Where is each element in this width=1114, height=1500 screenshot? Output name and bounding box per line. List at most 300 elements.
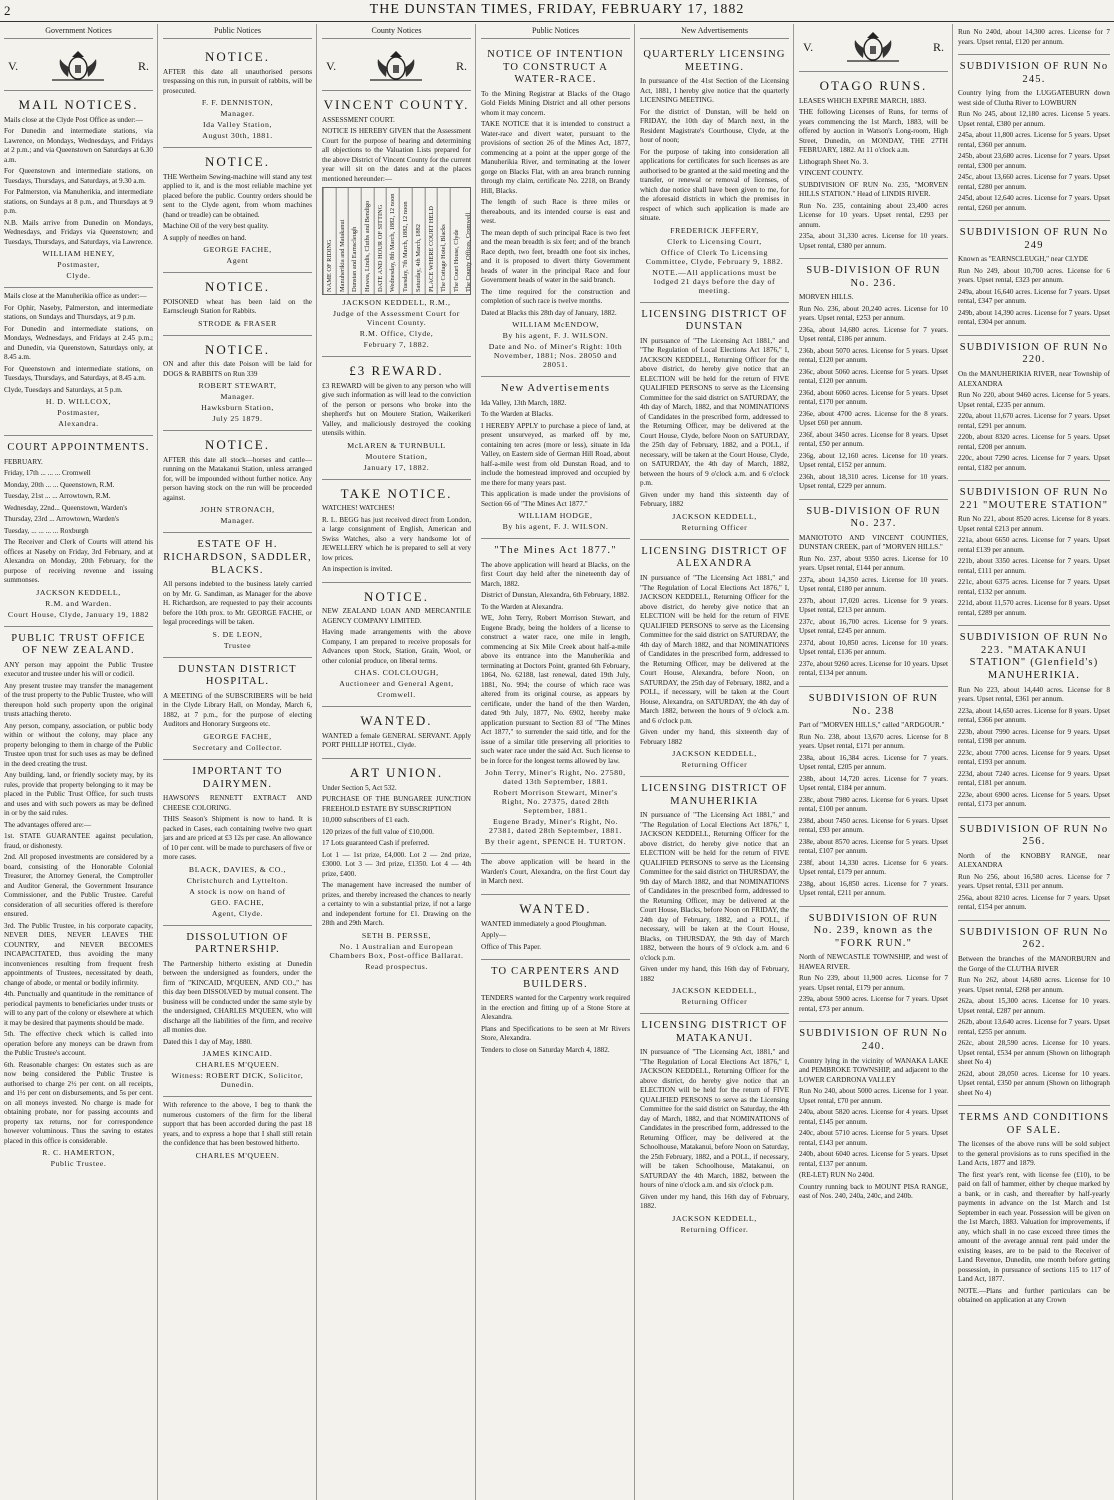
royal-crest-icon (46, 49, 110, 83)
notice-text: £3 REWARD will be given to any person who will give such information as will lead to the conviction of the person or persons who broke into the shepherd's hut on Moutere Station, Waikerikeri Valley, and maliciously destroyed the cooking utensils within. (322, 381, 471, 438)
notice-text: I HEREBY APPLY to purchase a piece of land, at present unsurveyed, as marked off by me, containing ten acres (more or less), situate in Ida Valley, on Eastern side of German Hill Road, about half-a-mile west from old Dunstan Road, and to include the homestead improved and occupied by me there for many years past. (481, 421, 630, 487)
notice-text: Part of "MORVEN HILLS," called "ARDGOUR." (799, 721, 945, 730)
notice-block (958, 221, 1110, 336)
schedule-cell: The Cottage Hotel, Blacks (437, 188, 450, 294)
notice-block (163, 273, 312, 336)
notice-block (958, 336, 1110, 481)
notice-block (163, 760, 312, 926)
notice-title: OTAGO RUNS. (819, 78, 928, 93)
notice-title: COURT APPOINTMENTS. (7, 442, 150, 454)
notice-text: Tuesday, ... ... ... ... Roxburgh (4, 526, 89, 535)
notice-title: SUBDIVISION OF RUN No 223. "MATAKANUI STATION" (Glenfield's) MANUHERIKIA. (959, 632, 1109, 682)
notice-text: 237c, about 16,700 acres. License for 9 years. Upset rental, £245 per annum. (799, 617, 948, 636)
notice-signature: Postmaster, (57, 408, 100, 418)
notice-text: 236b, about 5070 acres. License for 5 years. Upset rental, £120 per annum. (799, 346, 948, 365)
notice-signature: R.M. Office, Clyde, (359, 329, 434, 339)
notice-text: Plans and Specifications to be seen at Mr Rivers Store, Alexandra. (481, 1024, 630, 1043)
notice-text: Run No. 235, containing about 23,400 acres License for 10 years. Upset rental, £293 per annum. (799, 201, 948, 229)
notice-signature: GEORGE FACHE, (203, 245, 272, 255)
notice-block (163, 533, 312, 657)
notice-text: Country lying from the LUGGATEBURN down west side of Clutha River to LOWBURN (958, 89, 1110, 107)
notice-text: Dated at Blacks this 28th day of January, 1882. (481, 308, 617, 317)
notice-text: MANIOTOTO AND VINCENT COUNTIES, DUNSTAN CREEK, part of "MORVEN HILLS." (799, 533, 948, 552)
notice-block (481, 377, 630, 539)
notice-title: IMPORTANT TO DAIRYMEN. (192, 765, 283, 790)
notice-signature: Christchurch and Lyttelton. (186, 875, 289, 885)
notice-text: 3rd. The Public Trustee, in his corporate capacity, NEVER DIES, NEVER LEAVES THE COUNTRY, and NEVER BECOMES INCAPACITATED, thus avoiding the many inconveniences resulting from frequent fresh appointments of Trustees, necessitated by death, change of abode, or mental or bodily infirmity. (4, 921, 153, 987)
column-header: Public Notices (481, 24, 630, 39)
notice-text: A MEETING of the SUBSCRIBERS will be held in the Clyde Library Hall, on Monday, March 6, 1882, at 7 p.m., for the purpose of electing Auditors and Honorary Surgeons etc. (163, 691, 312, 729)
crest-letter-left: V. (803, 39, 814, 54)
notice-title: LICENSING DISTRICT OF MANUHERIKIA (641, 783, 788, 807)
notice-text: Run No 223, about 14,440 acres. License for 8 years. Upset rental, £361 per annum. (958, 685, 1110, 704)
notice-text: 237e, about 9260 acres. License for 10 years. Upset rental, £134 per annum. (799, 659, 948, 678)
notice-text: With reference to the above, I beg to thank the numerous customers of the firm for the liberal support that has been accorded during the past 18 years, and to express a hope that I shall still retain the confidence that has been bestowed hitherto. (163, 1101, 312, 1148)
notice-text: 220a, about 11,670 acres. License for 7 years. Upset rental, £291 per annum. (958, 412, 1110, 430)
notice-text: Run No. 236, about 20,240 acres. License for 10 years. Upset rental, £253 per annum. (799, 304, 948, 323)
notice-text: To the Warden at Blacks. (481, 410, 554, 419)
notice-text: TAKE NOTICE that it is intended to construct a Water-race and divert water, pursuant to the provisions of section 26 of the Mines Act, 1877, commencing at a point at the upper gorge of the Manuherikia River, and terminating at the lower gorge on Blacks Flat, with an area branch running through my claim, certificate No. 2218, on Brandy Hill, Blacks. (481, 120, 630, 195)
notice-title: ESTATE OF H. RICHARDSON, SADDLER, BLACKS. (163, 539, 312, 576)
notice-signature: GEO. FACHE, (210, 897, 265, 907)
notice-text: 237b, about 17,020 acres. License for 9 years. Upset rental, £213 per annum. (799, 596, 948, 615)
notice-signature: Returning Officer (681, 997, 748, 1007)
notice-text: 262b, about 13,640 acres. License for 7 years. Upset rental, £255 per annum. (958, 1018, 1110, 1036)
column-header: New Advertisements (640, 24, 789, 39)
notice-block (163, 148, 312, 273)
notice-text: Tuesday, 21st ... ... Arrowtown, R.M. (4, 492, 111, 501)
notice-text: IN pursuance of "The Licensing Act 1881," and "The Regulation of Local Elections Act 1876," I, JACKSON KEDDELL, Returning Officer for the above district, do hereby give notice that an ELECTION will be held for the return of FIVE QUALIFIED PERSONS to serve as the Licensing Committee for the said district on SATURDAY, the 4th day of March, 1882, and that NOMINATIONS of Candidates in the prescribed form, addressed to the Returning Officer, may be delivered at the Court House, Clyde, before Noon on SATURDAY, the 25th day of February, 1882, and a POLL, if necessary, will be taken at the Court House, Clyde, on SATURDAY, the 4th day of March, 1882, between the hours of 9 o'clock a.m. and 6 o'clock p.m. (640, 336, 789, 488)
schedule-cell: The County Offices, Cromwell (464, 212, 472, 293)
notice-text: A supply of needles on hand. (163, 233, 247, 242)
notice-title: PUBLIC TRUST OFFICE OF NEW ZEALAND. (11, 632, 146, 657)
notice-title: SUBDIVISION OF RUN No 249 (959, 227, 1109, 251)
notice-signature: Judge of the Assessment Court for Vincent County. (333, 309, 460, 328)
notice-title: SUBDIVISION OF RUN No 221 "MOUTERE STATION" (959, 487, 1109, 511)
notice-title: ART UNION. (349, 764, 444, 780)
notice-block (4, 43, 153, 91)
notice-signature: Clyde. (66, 271, 91, 281)
notice-text: 262c, about 28,590 acres. License for 10 years. Upset rental, £534 per annum (Shown on lithograph sheet No 4) (958, 1039, 1110, 1066)
notice-block (322, 583, 471, 708)
notice-text: The above application will heard at Blacks, on the first Court day held after the nineteenth day of March, 1882. (481, 560, 630, 588)
schedule-cell: Tuesday, 7th March, 1882, 12 noon (399, 188, 412, 294)
notice-block (958, 24, 1110, 55)
notice-text: For Queenstown and intermediate stations, on Tuesdays, Thursdays, and Saturdays, at 8.45 a.m. (4, 364, 153, 383)
notice-text: Known as "EARNSCLEUGH," near CLYDE (958, 255, 1089, 264)
notice-signature: Manager. (220, 516, 255, 526)
notice-signature: Public Trustee. (50, 1159, 107, 1169)
notice-text: Run No 220, about 9460 acres. License for 5 years. Upset rental, £235 per annum. (958, 391, 1110, 409)
notice-signature: February 7, 1882. (363, 340, 430, 350)
royal-crest-icon (841, 30, 905, 64)
notice-text: Any building, land, or friendly society may, by its rules, provide that property belonging to it may be placed in the Public Trust Office, for such trusts and uses and with such powers as may be defined in or by the said rules. (4, 771, 153, 818)
notice-text: 238a, about 16,384 acres. License for 7 years. Upset rental, £205 per annum. (799, 753, 948, 772)
notice-title: NOTICE. (205, 154, 270, 170)
notice-text: For Queenstown and intermediate stations, on Tuesdays, Thursdays, and Saturdays, at 9.30 a.m. (4, 167, 153, 185)
notice-title: SUB-DIVISION OF RUN No. 237. (806, 505, 941, 530)
notice-text: 240c, about 5710 acres. License for 5 years. Upset rental, £143 per annum. (799, 1129, 948, 1147)
notice-title: LICENSING DISTRICT OF ALEXANDRA (641, 545, 788, 570)
notice-signature: CHAS. COLCLOUGH, (354, 668, 439, 678)
notice-signature: JACKSON KEDDELL, R.M., (342, 298, 451, 308)
notice-signature: JACKSON KEDDELL, (672, 1213, 757, 1223)
column-4 (477, 24, 635, 1500)
notice-signature: Manager. (220, 109, 255, 119)
notice-text: AFTER this date all unauthorised persons trespassing on this run, in pursuit of rabbits, will be prosecuted. (163, 67, 312, 95)
column-2 (159, 24, 317, 1500)
notice-text: Friday, 17th ... ... ... Cromwell (4, 469, 91, 478)
notice-text: 249a, about 16,640 acres. License for 7 years. Upset rental, £347 per annum. (958, 287, 1110, 306)
notice-block (481, 895, 630, 960)
notice-text: Having made arrangements with the above Company, I am prepared to receive proposals for Advances upon Stock, Station, Grain, Wool, or other colonial produce, on liberal terms. (322, 628, 471, 665)
notice-text: WE, John Terry, Robert Morrison Stewart, and Eugene Brady, being the holders of a license to construct a water race, one mile in length, commencing at Six Mile Creek about half-a-mile above its entrance into the Manuherikia and terminating at Doctors Point, granted 6th February, 1864, No. 62188, last renewal, dated 19th July, 1881, No. 994; the course of which race was altered from its original course, as appears by certificate, under the hand of the then Warden, dated 9th July, 1877, No. 6902, hereby make application pursuant to Section 83 of "The Mines Act 1877," to surrender the said title, and for the issue of a similar title preserving all priorities to such water race under the said Act. Such license to be in force for the longest terms allowed by law. (481, 614, 630, 765)
notice-signature: Read prospectus. (365, 961, 428, 971)
notice-text: 236f, about 3450 acres. License for 8 years. Upset rental, £50 per annum. (799, 430, 948, 449)
notice-signature: A stock is now on hand of (189, 886, 286, 896)
notice-text: The Receiver and Clerk of Courts will attend his offices at Naseby on Friday, 3rd February, and at Alexandra on Monday, 20th February, for the purpose of receiving revenue and issuing summonses. (4, 538, 153, 585)
notice-text: Given under my hand, this sixteenth day of February 1882 (640, 728, 789, 746)
notice-text: Thursday, 23rd ... Arrowtown, Warden's (4, 515, 119, 524)
notice-signature: Agent, Clyde. (211, 908, 264, 918)
notice-text: Mails close at the Clyde Post Office as under:— (4, 115, 143, 124)
notice-signature: Returning Officer. (680, 1224, 749, 1234)
notice-text: 236e, about 4700 acres. License for the 8 years. Upset £60 per annum. (799, 409, 948, 428)
notice-title: NOTICE. (205, 437, 270, 453)
notice-text: The management have increased the number of prizes, and thereby increased the chances to nearly a certainty to win a substantial prize, if not a large and independent fortune for £1. Drawing on the 28th and 29th March. (322, 881, 471, 928)
notice-text: 262d, about 28,050 acres. License for 10 years. Upset rental, £350 per annum (Shown on lithograph sheet No 4) (958, 1069, 1110, 1097)
notice-text: TENDERS wanted for the Carpentry work required in the erection and fitting up of a Stone Store at Alexandra. (481, 994, 630, 1022)
column-6 (795, 24, 953, 1500)
crest-header (322, 47, 471, 85)
notice-text: 238c, about 7980 acres. License for 6 years. Upset rental, £100 per annum. (799, 795, 948, 814)
notice-signature: Manager. (220, 392, 255, 402)
notice-text: 240a, about 5820 acres. License for 4 years. Upset rental, £145 per annum. (799, 1108, 948, 1126)
column-header: County Notices (322, 24, 471, 39)
notice-text: The advantages offered are:— (4, 820, 92, 829)
notice-block (163, 926, 312, 1098)
notice-block (4, 91, 153, 288)
notice-block (958, 481, 1110, 626)
notice-text: 236h, about 18,310 acres. License for 10 years. Upset rental, £229 per annum. (799, 472, 948, 491)
notice-block (322, 43, 471, 91)
newspaper-title: THE DUNSTAN TIMES, FRIDAY, FEBRUARY 17, 1882 (369, 2, 745, 17)
notice-signature: WILLIAM McENDOW, (512, 320, 599, 330)
crest-letter-left: V. (8, 58, 19, 73)
notice-text: 223a, about 14,650 acres. License for 8 years. Upset rental, £366 per annum. (958, 706, 1110, 725)
notice-text: Run No. 237, about 9350 acres. License for 10 years. Upset rental, £144 per annum. (799, 554, 948, 573)
notice-block (958, 55, 1110, 221)
notice-text: THE Wertheim Sewing-machine will stand any test applied to it, and is the most reliable machine yet placed before the public. Country orders should be sent to the Clyde agent, from whom machines (hand or treadle) can be obtained. (163, 172, 312, 219)
notice-title: LICENSING DISTRICT OF DUNSTAN (641, 308, 788, 333)
notice-text: MORVEN HILLS. (799, 293, 854, 302)
royal-crest-icon (364, 49, 428, 83)
notice-text: 120 prizes of the full value of £10,000. (322, 827, 434, 836)
notice-title: TERMS AND CONDITIONS OF SALE. (958, 1112, 1110, 1136)
notice-text: 223d, about 7240 acres. License for 9 years. Upset rental, £181 per annum. (958, 769, 1110, 788)
notice-title: VINCENT COUNTY. (323, 97, 470, 112)
notice-signature: Robert Morrison Stewart, Miner's Right, No. 27375, dated 28th September, 1881. (493, 788, 618, 816)
notice-text: 237a, about 14,350 acres. License for 10 years. Upset rental, £180 per annum. (799, 575, 948, 594)
notice-text: Run No 249, about 10,700 acres. License for 6 years. Upset rental, £323 per annum. (958, 266, 1110, 285)
notice-block (322, 91, 471, 357)
notice-text: THIS Season's Shipment is now to hand. It is packed in Cases, each containing twelve two quart jars and are priced at £3 12s per case. An allowance of 10 per cent. will be made to purchasers of five or more cases. (163, 815, 312, 862)
notice-signature: Trustee (223, 640, 252, 650)
column-header: Government Notices (4, 24, 153, 39)
notice-text: Under Section 5, Act 532. (322, 783, 397, 792)
notice-text: Given under my hand, this 16th day of February, 1882. (640, 1192, 789, 1211)
notice-title: NOTICE. (205, 279, 270, 295)
notice-title: TO CARPENTERS AND BUILDERS. (491, 966, 620, 990)
notice-block (322, 759, 471, 978)
column-7 (954, 24, 1114, 1500)
notice-signature: No. 1 Australian and European Chambers Box, Post-office Ballarat. (329, 941, 464, 960)
notice-text: 245b, about 23,680 acres. License for 7 years. Upset rental, £300 per annum. (958, 152, 1110, 170)
notice-signature: Court House, Clyde, January 19, 1882 (7, 609, 150, 619)
notice-title: SUB-DIVISION OF RUN No. 236. (806, 265, 941, 289)
notice-text: Run No. 238, about 13,670 acres. License for 8 years. Upset rental, £171 per annum. (799, 732, 948, 751)
notice-signature: STRODE & FRASER (198, 318, 277, 328)
notice-block (4, 627, 153, 1176)
notice-block (799, 72, 948, 259)
notice-text: SUBDIVISION OF RUN No. 235, "MORVEN HILLS STATION." Head of LINDIS RIVER. (799, 180, 948, 199)
notice-text: 238b, about 14,720 acres. License for 7 years. Upset rental, £184 per annum. (799, 774, 948, 793)
notice-block (322, 357, 471, 480)
notice-title: SUBDIVISION OF RUN No. 239, known as the "FORK RUN." (808, 912, 939, 949)
notice-text: Country lying in the vicinity of WANAKA LAKE and PEMBROKE TOWNSHIP, and adjacent to the LOWER CARDRONA VALLEY (799, 1056, 948, 1084)
schedule-cell: DATE AND HOUR OF SITTING (374, 188, 387, 294)
notice-text: 2nd. All proposed investments are considered by a board, consisting of the Honorable Colonial Treasurer, the Attorney General, the Comptroller and Auditor General, the Government Insurance Commissioner, and the Public Trustee. Careful consideration of all securities offered is therefore ensured. (4, 853, 153, 919)
notice-signature: Witness: ROBERT DICK, Solicitor, Dunedin. (171, 1071, 304, 1090)
notice-signature: Hawksburn Station, (201, 403, 274, 413)
notice-signature: SETH B. PERSSE, (361, 930, 432, 940)
notice-signature: Returning Officer (681, 522, 748, 532)
masthead (0, 0, 1114, 22)
notice-text: For Ophir, Naseby, Palmerston, and intermediate stations, on Sundays and Thursdays, at 9 p.m. (4, 303, 153, 322)
notice-signature: Clerk to Licensing Court, (667, 236, 762, 246)
notice-text: ANY person may appoint the Public Trustee executor and trustee under his will or codicil. (4, 660, 153, 679)
notice-text: 245a, about 11,800 acres. License for 5 years. Upset rental, £360 per annum. (958, 131, 1110, 149)
notice-text: 245d, about 12,640 acres. License for 7 years. Upset rental, £260 per annum. (958, 194, 1110, 212)
notice-text: Any present trustee may transfer the management of the trust property to the Public Trustee, who will thereupon hold such property upon the original trusts attaching thereto. (4, 681, 153, 719)
notice-text: To the Warden at Alexandra. (481, 602, 564, 611)
notice-block (958, 1106, 1110, 1313)
notice-text: Given under my hand this sixteenth day of February, 1882 (640, 490, 789, 509)
notice-text: 245c, about 13,660 acres. License for 7 years. Upset rental, £280 per annum. (958, 173, 1110, 191)
notice-text: 240b, about 6040 acres. License for 5 years. Upset rental, £137 per annum. (799, 1150, 948, 1168)
notice-text: WANTED a female GENERAL SERVANT. Apply PORT PHILLIP HOTEL, Clyde. (322, 731, 471, 750)
notice-text: Run No 239, about 11,900 acres. License for 7 years. Upset rental, £179 per annum. (799, 974, 948, 992)
notice-text: For the district of Dunstan, will be held on FRIDAY, the 10th day of March next, in the Resident Magistrate's Courthouse, Clyde, at the hour of noon; (640, 107, 789, 145)
notice-block (799, 24, 948, 72)
notice-text: Between the branches of the MANORBURN and the Gorge of the CLUTHA RIVER (958, 955, 1110, 973)
notice-signature: Eugene Brady, Miner's Right, No. 27381, dated 28th September, 1881. (489, 817, 622, 836)
notice-signature: GEORGE FACHE, (203, 731, 272, 741)
notice-signature: F. F. DENNISTON, (201, 98, 274, 108)
notice-text: In pursuance of the 41st Section of the Licensing Act, 1881, I hereby give notice that the quarterly LICENSING MEETING. (640, 77, 789, 105)
crest-header (799, 28, 948, 66)
notice-text: 262a, about 15,300 acres. License for 10 years. Upset rental, £287 per annum. (958, 997, 1110, 1015)
notice-text: PURCHASE OF THE BUNGAREE JUNCTION FREEHOLD ESTATE BY SUBSCRIPTION (322, 795, 471, 813)
column-5 (636, 24, 794, 1500)
notice-text: Wednesday, 22nd... Queenstown, Warden's (4, 503, 128, 512)
notice-text: NEW ZEALAND LOAN AND MERCANTILE AGENCY COMPANY LIMITED. (322, 607, 471, 625)
notice-signature: S. DE LEON, (212, 629, 263, 639)
notice-text: 221c, about 6375 acres. License for 7 years. Upset rental, £132 per annum. (958, 578, 1110, 596)
notice-signature: JAMES KINCAID. (202, 1049, 273, 1059)
notice-title: SUBDIVISION OF RUN No 262. (959, 926, 1109, 951)
crest-letter-right: R. (455, 58, 467, 73)
notice-block (799, 500, 948, 687)
notice-signature: Date and No. of Miner's Right: 10th November, 1881; Nos. 28050 and 28051. (488, 342, 623, 370)
notice-signature: ROBERT STEWART, (198, 381, 277, 391)
notice-title: WANTED. (360, 713, 433, 729)
notice-text: 223c, about 7700 acres. License for 9 years. Upset rental, £193 per annum. (958, 748, 1110, 767)
notice-title: SUBDIVISION OF RUN No 220. (959, 341, 1109, 366)
notice-text: 220c, about 7290 acres. License for 7 years. Upset rental, £182 per annum. (958, 454, 1110, 472)
crest-letter-left: V. (326, 58, 337, 73)
notice-text: 256a, about 8210 acres. License for 7 years. Upset rental, £154 per annum. (958, 893, 1110, 912)
notice-text: 1st. STATE GUARANTEE against peculation, fraud, or dishonesty. (4, 832, 153, 850)
notice-signature: Office of Clerk To Licensing Committee, Clyde, February 9, 1882. (645, 247, 784, 266)
notice-text: R. L. BEGG has just received direct from London, a large consignment of English, American and Swiss Watches, also a very handsome lot of JEWELLERY which he is prepared to sell at very low prices. (322, 515, 471, 562)
notice-text: WANTED immediately a good Ploughman. (481, 919, 607, 928)
notice-signature: August 30th, 1881. (202, 131, 273, 141)
notice-text: 221b, about 3350 acres. License for 7 years. Upset rental, £111 per annum. (958, 557, 1110, 575)
notice-signature: John Terry, Miner's Right, No. 27580, dated 13th September, 1881. (485, 768, 626, 787)
notice-text: The time required for the construction and completion of such race is twelve months. (481, 287, 630, 306)
notice-block (163, 431, 312, 533)
schedule-cell: The Court House, Clyde (450, 188, 463, 294)
notice-text: AFTER this date all stock—horses and cattle—running on the Matakanui Station, unless arranged for, will be impounded without further notice. Any person having stock on the run will be proceeded against. (163, 455, 312, 502)
notice-block (481, 854, 630, 895)
notice-block (322, 480, 471, 583)
notice-signature: July 25 1879. (212, 414, 263, 424)
notice-block (481, 539, 630, 854)
notice-text: 10,000 subscribers of £1 each. (322, 816, 410, 825)
notice-text: Run No 221, about 8520 acres. License for 8 years. Upset rental £213 per annum. (958, 515, 1110, 533)
notice-text: IN pursuance of "The Licensing Act 1881," and "The Regulation of Local Elections Act 1876," I, JACKSON KEDDELL, Returning Officer for the above district, do hereby give notice that an ELECTION will be held for the return of FIVE QUALIFIED PERSONS to serve as the Licensing Committee for the said district on THURSDAY, the 9th day of March 1882, and that NOMINATIONS of Candidates in the prescribed form, addressed to the Returning Officer, may be delivered at the Court House, Blacks, before Noon on FRIDAY, the 24th day of February, 1882, and a POLL, if necessary, will be taken at the Court House, Blacks, on THURSDAY, the 9th day of March 1882, between the hours of 9 o'clock a.m. and 6 o'clock p.m. (640, 811, 789, 962)
notice-text: The first year's rent, with license fee (£10), to be paid on fall of hammer, either by cheque marked by a bank, or in cash, and thereafter by half-yearly payments in advance on the 1st March and 1st September in each year. Possession will be given on the 1st March, 1883. Valuation for improvements, if any, which shall in no case exceed three times the amount of the average annual rent paid under the existing leases, are to be paid to the Receiver of Land Revenue, Dunedin, one month before getting possession, in pursuance of sections 115 to 117 of Land Act, 1877. (958, 1170, 1110, 1284)
notice-text: 236a, about 14,680 acres. License for 7 years. Upset rental, £186 per annum. (799, 325, 948, 344)
schedule-cell: Hawea, Lindis, Cluths and Bendigo (361, 188, 374, 294)
notice-text: 236d, about 6060 acres. License for 5 years. Upset rental, £170 per annum. (799, 388, 948, 407)
notice-signature: WILLIAM HODGE, (518, 511, 593, 521)
notice-text: North of the KNOBBY RANGE, near ALEXANDRA (958, 851, 1110, 870)
notice-title: DUNSTAN DISTRICT HOSPITAL. (178, 663, 297, 688)
notice-signature: R. C. HAMERTON, (42, 1148, 115, 1158)
notice-text: 238g, about 16,850 acres. License for 7 years. Upset rental, £211 per annum. (799, 879, 948, 898)
notice-signature: By his agent, F. J. WILSON. (502, 331, 609, 341)
notice-signature: JOHN STRONACH, (200, 505, 275, 515)
page-number: 2 (4, 3, 11, 18)
notice-text: 5th. The effective check which is called into operation before any moneys can be drawn from the Public Trustee's account. (4, 1030, 153, 1058)
notice-text: 239a, about 5900 acres. License for 7 years. Upset rental, £73 per annum. (799, 995, 948, 1013)
notice-block (163, 658, 312, 760)
notice-text: Run No 256, about 16,580 acres. License for 7 years. Upset rental, £311 per annum. (958, 872, 1110, 891)
notice-text: 238e, about 8570 acres. License for 5 years. Upset rental, £107 per annum. (799, 837, 948, 856)
column-3 (318, 24, 476, 1500)
notice-title: SUBDIVISION OF RUN No. 238 (808, 692, 939, 717)
notice-text: 221d, about 11,570 acres. License for 8 years. Upset rental, £289 per annum. (958, 599, 1110, 617)
notice-title: TAKE NOTICE. (340, 485, 453, 501)
notice-text: For the purpose of taking into consideration all applications for certificates for such licenses as are authorised to be granted at the said meeting and the transfer, or renewal or removal of licenses, of which due notice shall have been given to me, for the aforesaid districts in which the premises in respect of which such application is made are situate. (640, 147, 789, 223)
notice-block (640, 540, 789, 777)
notice-title: MAIL NOTICES. (18, 97, 139, 112)
notice-block (163, 336, 312, 432)
notice-text: Given under my hand, this 16th day of February, 1882 (640, 965, 789, 983)
notice-signature: FREDERICK JEFFERY, (670, 225, 759, 235)
notice-title: LICENSING DISTRICT OF MATAKANUI. (641, 1020, 788, 1044)
notice-title: QUARTERLY LICENSING MEETING. (643, 49, 786, 73)
notice-text: 236c, about 5060 acres. License for 5 years. Upset rental, £120 per annum. (799, 367, 948, 386)
schedule-cell: Manuherikia and Matakanui (336, 188, 349, 294)
notice-signature: BLACK, DAVIES, & CO., (188, 864, 287, 874)
notice-text: To the Mining Registrar at Blacks of the Otago Gold Fields Mining District and all other persons whom it may concern. (481, 89, 630, 117)
notice-block (799, 259, 948, 500)
notice-block (799, 907, 948, 1023)
notice-title: NOTICE. (205, 49, 270, 64)
notice-text: WATCHES! WATCHES! (322, 504, 395, 513)
notice-block (481, 960, 630, 1062)
notice-text: POISONED wheat has been laid on the Earnscleugh Station for Rabbits. (163, 297, 312, 316)
notice-text: District of Dunstan, Alexandra, 6th February, 1882. (481, 591, 630, 600)
notice-title: "The Mines Act 1877." (494, 545, 617, 557)
notice-text: Apply— (481, 931, 507, 940)
notice-signature: JACKSON KEDDELL, (672, 986, 757, 996)
notice-text: IN pursuance of "The Licensing Act 1881," and "The Regulation of Local Elections Act 1876," I, JACKSON KEDDELL, Returning Officer for the above district, do hereby give notice that an ELECTION will be held for the return of FIVE QUALIFIED PERSONS to serve as the Licensing Committee for the said district on SATURDAY, the 4th day of March 1882, and that NOMINATIONS of Candidates in the prescribed form, addressed to the Returning Officer, may be delivered at the Court House, Alexandra, before Noon, on SATURDAY, the 25th day of February, 1882, and a POLL, if necessary, will be taken at the Court House, Alexandra, on SATURDAY, the 4th day of March 1882, between the hours of 9 o'clock a.m. and 6 o'clock p.m. (640, 574, 789, 725)
notice-text: Run No 240d, about 14,300 acres. License for 7 years. Upset rental, £120 per annum. (958, 28, 1110, 46)
notice-text: Run No 245, about 12,180 acres. License 5 years. Upset rental, £380 per annum. (958, 110, 1110, 128)
notice-text: 235a, about 31,330 acres. License for 10 years. Upset rental, £380 per annum. (799, 232, 948, 250)
notice-signature: Alexandra. (58, 419, 99, 429)
notice-block (4, 436, 153, 627)
notice-text: 221a, about 6650 acres. License for 7 years. Upset rental £139 per annum. (958, 536, 1110, 554)
notice-signature: CHARLES M'QUEEN. (195, 1150, 280, 1160)
notice-text: NOTICE IS HEREBY GIVEN that the Assessment Court for the purpose of hearing and determining all objections to the Valuation Lists prepared for the above District of Vincent County for the current year will sit on the dates and at the places mentioned hereunder:— (322, 127, 471, 183)
notice-text: IN pursuance of "The Licensing Act, 1881," and "The Regulation of Local Elections Act 1876," I, JACKSON KEDDELL, Returning Officer for the above district, do hereby give notice that an ELECTION will be held for the return of FIVE QUALIFIED PERSONS to serve as the Licensing Committee for the said district on Saturday, the 4th day of March, 1882, and that NOMINATIONS of Candidates in the prescribed form, addressed to the Returning Officer, may be delivered at the Schoolhouse, Matakanui, before Noon on Saturday, the 25th February, 1882, and a POLL, if necessary, will be taken Schoolhouse, Matakanui, on SATURDAY the 4th March, 1882, between the hours of nine o'clock a.m. and six o'clock p.m. (640, 1048, 789, 1190)
notice-block (163, 43, 312, 148)
notice-text: Country running back to MOUNT PISA RANGE, east of Nos. 240, 240a, 240c, and 240b. (799, 1182, 948, 1201)
notice-block (481, 43, 630, 377)
notice-block (958, 921, 1110, 1106)
notice-text: Monday, 20th ... ... Queenstown, R.M. (4, 480, 115, 489)
notice-signature: Secretary and Collector. (192, 742, 283, 752)
notice-text: The licenses of the above runs will be sold subject to the general provisions as to runs specified in the Land Acts, 1877 and 1879. (958, 1140, 1110, 1168)
notice-text: Dated this 1 day of May, 1880. (163, 1037, 252, 1046)
notice-text: 220b, about 8320 acres. License for 5 years. Upset rental, £208 per annum. (958, 433, 1110, 451)
notice-text: FEBRUARY. (4, 457, 43, 466)
notice-block (640, 43, 789, 303)
notice-title: SUBDIVISION OF RUN No 256. (959, 823, 1109, 848)
notice-text: For Dunedin and intermediate stations, on Mondays, Wednesdays, and Fridays at 2.45 p.m.; and Dunedin, via Queenstown, Saturdays only, at 8.45 a.m. (4, 324, 153, 362)
notice-text: ASSESSMENT COURT. (322, 115, 395, 124)
notice-signature: Auctioneer and General Agent, (339, 679, 454, 689)
notice-text: Lot 1 — 1st prize, £4,000. Lot 2 — 2nd prize, £3000. Lot 3 — 3rd prize, £1350. Lot 4 — 4th prize, £400. (322, 850, 471, 878)
notice-text: 237d, about 10,850 acres. License for 10 years. Upset rental, £136 per annum. (799, 638, 948, 657)
schedule-cell: Saturday, 4th March, 1882 (412, 188, 425, 294)
notice-block (799, 1022, 948, 1208)
notice-signature: Postmaster, (57, 260, 100, 270)
notice-text: The Partnership hitherto existing at Dunedin between the undersigned as founders, under the firm of "KINCAID, M'QUEEN, AND CO.," has this day been DISSOLVED by mutual consent. The business will be conducted under the same style by the undersigned, CHARLES M'QUEEN, who will discharge all the liabilities of the firm, and receive all monies due. (163, 959, 312, 1035)
notice-text: ON and after this date Poison will be laid for DOGS & RABBITS on Run 339 (163, 360, 312, 378)
notice-text: All persons indebted to the business lately carried on by Mr. G. Sandiman, as Manager for the above H. Richardson, are requested to pay their accounts before the 10th prox. to Mr. GEORGE FACHE, or legal proceedings will be taken. (163, 580, 312, 627)
notice-title: NOTICE. (205, 341, 270, 357)
notice-text: VINCENT COUNTY. (799, 169, 864, 178)
notice-text: Lithograph Sheet No. 3. (799, 157, 869, 166)
notice-signature: R.M. and Warden. (45, 598, 112, 608)
notice-text: Mails close at the Manuherikia office as under:— (4, 292, 147, 301)
